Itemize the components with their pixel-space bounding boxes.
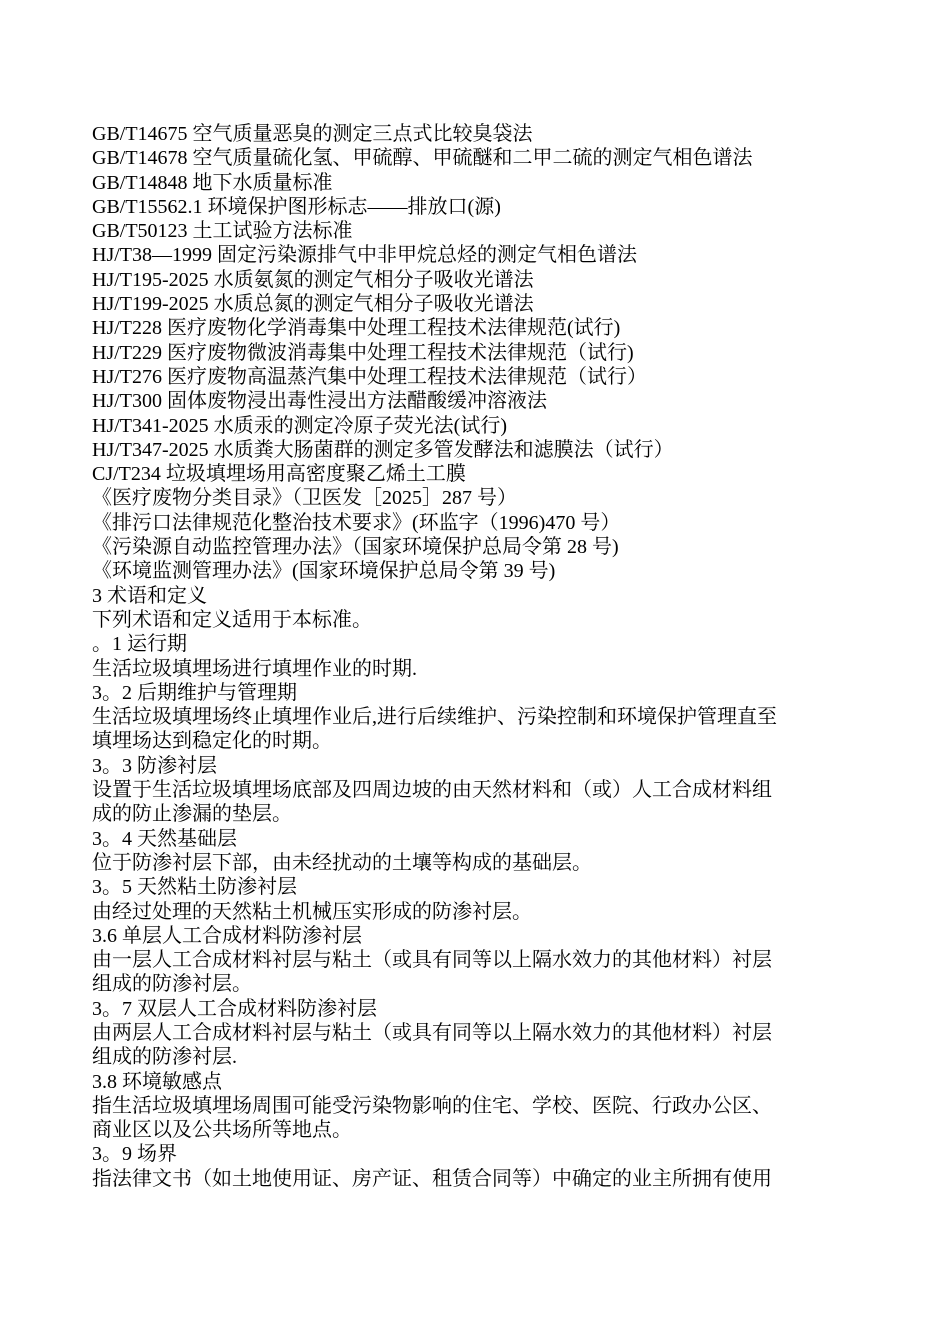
term-heading: 3.8 环境敏感点 [92,1070,222,1093]
text-line: 位于防渗衬层下部，由未经扰动的土壤等构成的基础层。 [92,851,592,874]
text-line: CJ/T234 垃圾填埋场用高密度聚乙烯土工膜 [92,463,466,486]
text-line: 组成的防渗衬层. [92,1046,237,1069]
text-line: GB/T14848 地下水质量标准 [92,171,333,194]
text-line: 由一层人工合成材料衬层与粘土（或具有同等以上隔水效力的其他材料）衬层 [92,949,772,972]
text-line: GB/T14675 空气质量恶臭的测定三点式比较臭袋法 [92,123,533,145]
text-line: 由两层人工合成材料衬层与粘土（或具有同等以上隔水效力的其他材料）衬层 [92,1021,772,1044]
text-line: 填埋场达到稳定化的时期。 [92,730,332,753]
text-line: HJ/T229 医疗废物微波消毒集中处理工程技术法律规范（试行) [92,341,634,364]
term-heading: 3.6 单层人工合成材料防渗衬层 [92,924,362,947]
text-line: 设置于生活垃圾填埋场底部及四周边坡的由天然材料和（或）人工合成材料组 [92,779,772,802]
term-heading: 3。5 天然粘土防渗衬层 [92,876,297,899]
term-heading: 3。7 双层人工合成材料防渗衬层 [92,997,377,1020]
text-line: 由经过处理的天然粘土机械压实形成的防渗衬层。 [92,900,532,923]
term-heading: 3。2 后期维护与管理期 [92,681,297,704]
text-line: 成的防止渗漏的垫层。 [92,803,292,826]
text-line: 《排污口法律规范化整治技术要求》(环监字（1996)470 号） [92,511,621,534]
section-heading: 3 术语和定义 [92,584,207,607]
term-heading: 3。3 防渗衬层 [92,754,217,777]
text-line: 商业区以及公共场所等地点。 [92,1119,352,1142]
text-line: 下列术语和定义适用于本标准。 [92,608,372,631]
term-heading: 。1 运行期 [92,633,187,656]
text-line: HJ/T276 医疗废物高温蒸汽集中处理工程技术法律规范（试行） [92,365,647,388]
text-line: 生活垃圾填埋场终止填埋作业后,进行后续维护、污染控制和环境保护管理直至 [92,706,777,729]
text-line: HJ/T228 医疗废物化学消毒集中处理工程技术法律规范(试行) [92,317,621,340]
text-line: HJ/T199-2025 水质总氮的测定气相分子吸收光谱法 [92,293,534,316]
term-heading: 3。9 场界 [92,1143,177,1166]
text-line: 指生活垃圾填埋场周围可能受污染物影响的住宅、学校、医院、行政办公区、 [92,1094,772,1117]
term-heading: 3。4 天然基础层 [92,827,237,850]
text-line: 《环境监测管理办法》(国家环境保护总局令第 39 号) [92,560,556,583]
document-body [92,122,872,1191]
text-line: GB/T14678 空气质量硫化氢、甲硫醇、甲硫醚和二甲二硫的测定气相色谱法 [92,147,753,170]
text-line: HJ/T300 固体废物浸出毒性浸出方法醋酸缓冲溶液法 [92,390,547,413]
text-line: HJ/T195-2025 水质氨氮的测定气相分子吸收光谱法 [92,268,534,291]
text-line: 《污染源自动监控管理办法》（国家环境保护总局令第 28 号) [92,536,619,559]
text-line: 《医疗废物分类目录》（卫医发［2025］287 号） [92,487,517,510]
text-line: HJ/T347-2025 水质粪大肠菌群的测定多管发酵法和滤膜法（试行） [92,438,674,461]
text-line: 组成的防渗衬层。 [92,973,252,996]
text-line: GB/T50123 土工试验方法标准 [92,220,353,243]
text-line: 指法律文书（如土地使用证、房产证、租赁合同等）中确定的业主所拥有使用 [92,1167,772,1190]
text-line: HJ/T38—1999 固定污染源排气中非甲烷总烃的测定气相色谱法 [92,244,637,267]
text-line: GB/T15562.1 环境保护图形标志——排放口(源) [92,195,501,218]
text-line: 生活垃圾填埋场进行填埋作业的时期. [92,657,417,680]
text-line: HJ/T341-2025 水质汞的测定冷原子荧光法(试行) [92,414,507,437]
